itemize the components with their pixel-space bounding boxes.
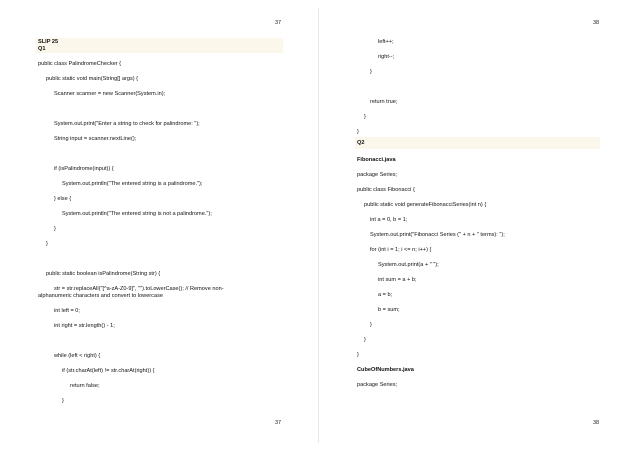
q2-highlight: [355, 137, 600, 149]
code-line: }: [62, 398, 64, 404]
code-line: }: [357, 352, 359, 358]
file-heading: Fibonacci.java: [357, 157, 396, 163]
page-number-bottom: 38: [593, 420, 600, 426]
page-number-bottom: 37: [275, 420, 282, 426]
code-line: public static void main(String[] args) {: [46, 76, 139, 82]
code-line: System.out.print(a + " ");: [378, 262, 439, 268]
code-line: package Series;: [357, 172, 398, 178]
code-line: }: [54, 226, 56, 232]
code-line: return false;: [70, 383, 100, 389]
code-line: for (int i = 1; i <= n; i++) {: [370, 247, 432, 253]
code-line: return true;: [370, 99, 398, 105]
right-page: [319, 0, 638, 451]
code-line: Scanner scanner = new Scanner(System.in);: [54, 91, 166, 97]
code-line: b = sum;: [378, 307, 400, 313]
code-line: str = str.replaceAll("[^a-zA-Z0-9]", "").toLowerCase(); // Remove non-: [54, 286, 224, 292]
code-line: right--;: [378, 54, 395, 60]
code-line: if (isPalindrome(input)) {: [54, 166, 114, 172]
slip-heading: SLIP 25: [38, 39, 59, 45]
code-line: }: [364, 337, 366, 343]
code-line: while (left < right) {: [54, 353, 101, 359]
code-line: }: [364, 114, 366, 120]
code-line: System.out.println("The entered string is a palindrome.");: [62, 181, 203, 187]
code-line: int right = str.length() - 1;: [54, 323, 115, 329]
code-line: left++;: [378, 39, 394, 45]
code-line: System.out.print("Enter a string to check for palindrome: ");: [54, 121, 200, 127]
code-line: }: [46, 241, 48, 247]
question-heading: Q2: [357, 140, 365, 146]
code-line: System.out.print("Fibonacci Series (" + n + " terms): ");: [370, 232, 505, 238]
code-line: package Series;: [357, 382, 398, 388]
question-heading: Q1: [38, 46, 46, 52]
file-heading: CubeOfNumbers.java: [357, 367, 414, 373]
code-line: public static void generateFibonacciSeries(int n) {: [364, 202, 487, 208]
heading-highlight: [36, 38, 283, 53]
code-line: public class Fibonacci {: [357, 187, 415, 193]
code-line: alphanumeric characters and convert to lowercase: [38, 293, 163, 299]
code-line: a = b;: [378, 292, 393, 298]
code-line: int left = 0;: [54, 308, 80, 314]
code-line: }: [370, 69, 372, 75]
code-line: public class PalindromeChecker {: [38, 61, 122, 67]
code-line: public static boolean isPalindrome(String str) {: [46, 271, 161, 277]
code-line: if (str.charAt(left) != str.charAt(right)) {: [62, 368, 155, 374]
code-line: } else {: [54, 196, 72, 202]
code-line: System.out.println("The entered string is not a palindrome.");: [62, 211, 212, 217]
code-line: }: [370, 322, 372, 328]
code-line: int a = 0, b = 1;: [370, 217, 408, 223]
code-line: String input = scanner.nextLine();: [54, 136, 137, 142]
page-number-top: 38: [593, 20, 600, 26]
code-line: }: [357, 129, 359, 135]
page-number-top: 37: [275, 20, 282, 26]
code-line: int sum = a + b;: [378, 277, 417, 283]
